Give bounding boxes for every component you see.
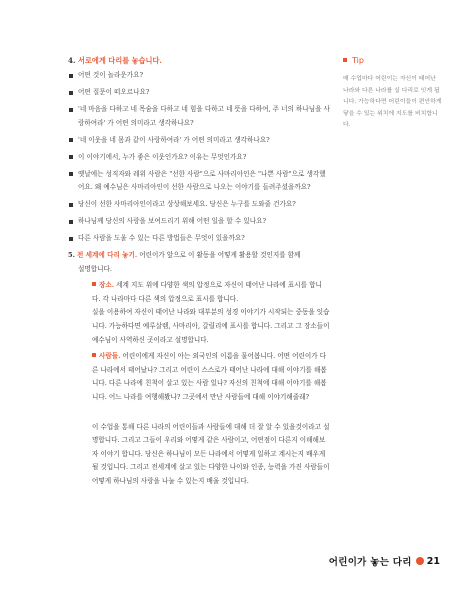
tip-body: 매 수업마다 어린이는 자신이 태어난 나라와 다른 나라를 실 다리로 잇게 됩니다. 가능하다면 어린이들이 편안하게 닿을 수 있는 위치에 지도를 비치합니다. bbox=[343, 76, 442, 128]
square-bullet-icon bbox=[92, 282, 96, 286]
people-text: 어린이에게 자신이 아는 외국인의 이름을 물어봅니다. 어떤 어린이가 다른 나라에서 태어났나? 그리고 어린이 스스로가 태어난 나라에 대해 이야기를 해봅니다. 다른 나라에 친척이 살고 있는 사람 있나? 자신의 친척에 대해 이야기를 해봅니다. 어느 나라를 여행해봤나? 그곳에서 만난 사람들에 대해 이야기해줄래? bbox=[92, 352, 327, 401]
list-item: '네 마음을 다하고 네 목숨을 다하고 네 힘을 다하고 네 뜻을 다하여, 주 너의 하나님을 사랑하여라' 가 어떤 의미라고 생각하나요? bbox=[68, 103, 330, 130]
square-bullet-icon bbox=[92, 353, 96, 357]
page-number: 21 bbox=[426, 555, 440, 567]
footer-title: 어린이가 놓는 다리 bbox=[328, 557, 412, 568]
square-bullet-icon bbox=[343, 58, 347, 62]
list-item: 어떤 것이 놀라운가요? bbox=[68, 69, 330, 83]
section-5-title: 전 세계에 다리 놓기. bbox=[77, 251, 138, 260]
list-item: 어떤 질문이 떠오르나요? bbox=[68, 86, 330, 100]
list-item: 당신이 선한 사마리아인이라고 상상해보세요. 당신은 누구를 도와줄 건가요? bbox=[68, 198, 330, 212]
tip-heading bbox=[343, 55, 443, 67]
section-5-number: 5. bbox=[68, 251, 75, 260]
tip-title: Tip bbox=[352, 56, 364, 65]
places-block bbox=[68, 279, 330, 347]
places-text-2: 실을 이용하여 자신이 태어난 나라와 대부분의 성경 이야기가 시작되는 중동을 잇습니다. 가능하다면 예루살렘, 사마리아, 갈릴리에 표시를 합니다. 그리고 그 장소들이 예수님이 사역하신 곳이라고 설명합니다. bbox=[92, 308, 330, 344]
section-5-heading bbox=[68, 249, 330, 263]
people-block bbox=[68, 350, 330, 404]
list-item: 하나님께 당신의 사랑을 보여드리기 위해 어떤 일을 할 수 있나요? bbox=[68, 215, 330, 229]
places-para bbox=[92, 279, 330, 306]
main-content bbox=[68, 55, 330, 495]
section-5-intro: 어린이가 앞으로 이 활동을 어떻게 활용할 것인지를 함께 bbox=[139, 251, 301, 260]
places-text: 세계 지도 위에 다양한 색의 압정으로 자신이 태어난 나라에 표시를 합니다. 각 나라마다 다른 색의 압정으로 표시를 합니다. bbox=[92, 281, 322, 303]
people-label: 사람들. bbox=[99, 352, 121, 361]
list-item: '네 이웃을 네 몸과 같이 사랑하여라' 가 어떤 의미라고 생각하나요? bbox=[68, 134, 330, 148]
list-item: 이 이야기에서, 누가 좋은 이웃인가요? 이유는 무엇인가요? bbox=[68, 151, 330, 165]
section-4-heading bbox=[68, 55, 330, 67]
section-5-intro-cont: 설명합니다. bbox=[78, 264, 112, 273]
list-item: 다른 사람을 도울 수 있는 다른 방법들은 무엇이 있을까요? bbox=[68, 232, 330, 246]
people-para bbox=[92, 350, 330, 404]
closing-paragraph: 이 수업을 통해 다른 나라의 어린이들과 사람들에 대해 더 잘 알 수 있을것이라고 설명합니다. 그리고 그들이 우리와 어떻게 같은 사람이고, 어떤점이 다른지 이해해보자 이야기 합니다. 당신은 하나님이 모든 나라에서 어떻게 일하고 계시는지 배우게 될 것입니다. 그리고 전세계에 살고 있는 다양한 나이와 인종, 능력을 가진 사람들이 어떻게 하나님의 사랑을 나눌 수 있는지 배울 것입니다. bbox=[92, 422, 330, 485]
section-5 bbox=[68, 249, 330, 489]
section-4-number: 4. bbox=[68, 56, 76, 65]
orange-dot-icon bbox=[416, 557, 424, 565]
section-4-title: 서로에게 다리를 놓습니다. bbox=[78, 56, 162, 65]
list-item: 옛날에는 성직자와 레위 사람은 "선한 사람"으로 사마리아인은 "나쁜 사람"으로 생각했어요. 왜 예수님은 사마리아인이 선한 사람으로 나오는 이야기를 들려주셨을까요? bbox=[68, 168, 330, 195]
question-list bbox=[68, 69, 330, 246]
tip-sidebar bbox=[343, 55, 443, 132]
places-label: 장소. bbox=[99, 281, 115, 290]
page-footer bbox=[329, 554, 440, 568]
